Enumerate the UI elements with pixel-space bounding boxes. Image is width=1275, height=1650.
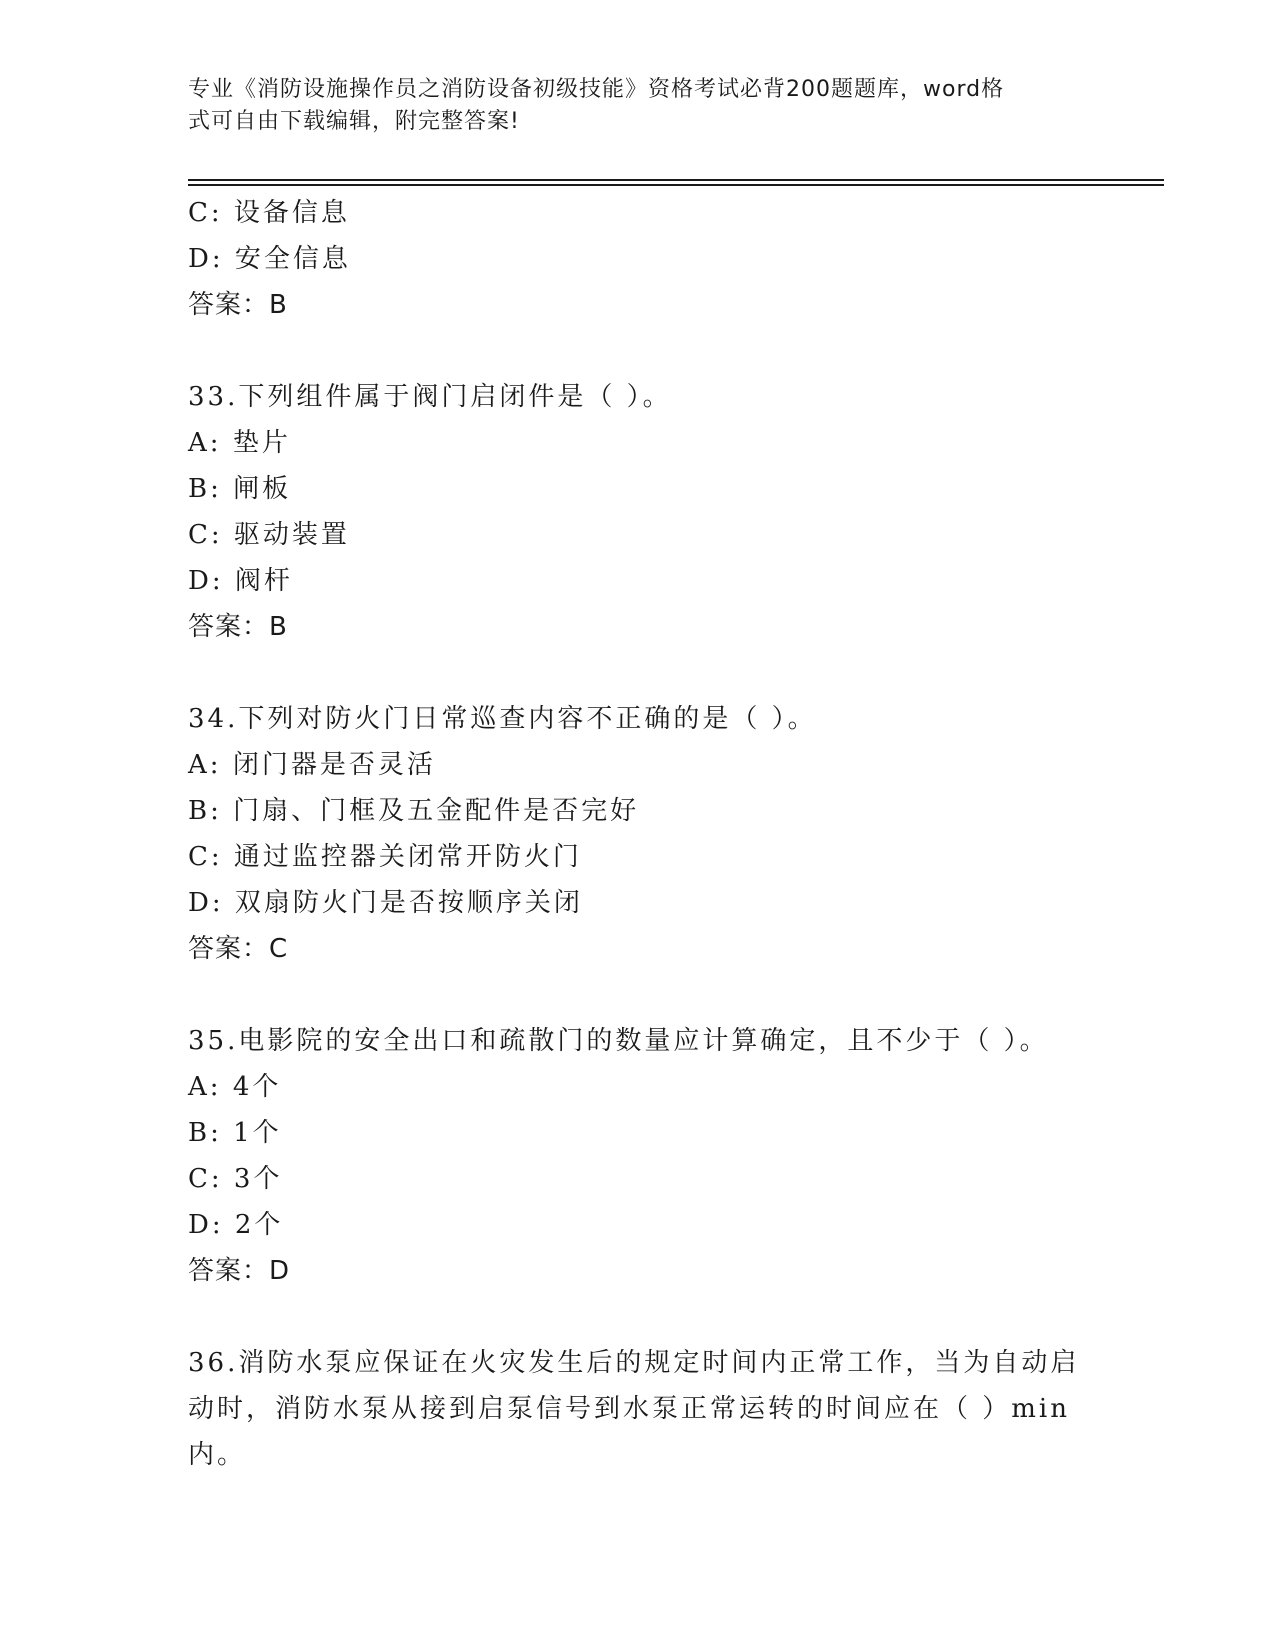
question-title: 33.下列组件属于阀门启闭件是（ ）。 [188, 382, 672, 412]
option-a: A: 4个 [188, 1072, 282, 1102]
header-rule-bottom [188, 184, 1164, 186]
option-b: B: 1个 [188, 1118, 282, 1148]
header-rule-top [188, 179, 1164, 181]
option-d: D: 安全信息 [188, 244, 351, 274]
option-a: A: 闭门器是否灵活 [188, 750, 436, 780]
answer-line: 答案：D [188, 1256, 291, 1286]
option-c: C: 通过监控器关闭常开防火门 [188, 842, 582, 872]
option-d: D: 双扇防火门是否按顺序关闭 [188, 888, 583, 918]
option-c: C: 3个 [188, 1164, 283, 1194]
option-a: A: 垫片 [188, 428, 291, 458]
option-d: D: 阀杆 [188, 566, 293, 596]
header-line-1: 专业《消防设施操作员之消防设备初级技能》资格考试必背200题题库，word格 [188, 77, 1005, 102]
question-title: 36.消防水泵应保证在火灾发生后的规定时间内正常工作，当为自动启动时，消防水泵从接到启泵信号到水泵正常运转的时间应在（ ）min内。 [188, 1348, 1080, 1470]
question-title: 34.下列对防火门日常巡查内容不正确的是（ ）。 [188, 704, 817, 734]
answer-line: 答案：C [188, 934, 289, 964]
answer-line: 答案：B [188, 290, 288, 320]
header-line-2: 式可自由下载编辑，附完整答案! [188, 109, 520, 134]
option-b: B: 门扇、门框及五金配件是否完好 [188, 796, 640, 826]
option-d: D: 2个 [188, 1210, 284, 1240]
option-b: B: 闸板 [188, 474, 292, 504]
option-c: C: 驱动装置 [188, 520, 350, 550]
document-header [188, 74, 1088, 138]
question-title: 35.电影院的安全出口和疏散门的数量应计算确定，且不少于（ ）。 [188, 1026, 1049, 1056]
question-list [188, 190, 1088, 1478]
answer-line: 答案：B [188, 612, 288, 642]
option-c: C: 设备信息 [188, 198, 350, 228]
